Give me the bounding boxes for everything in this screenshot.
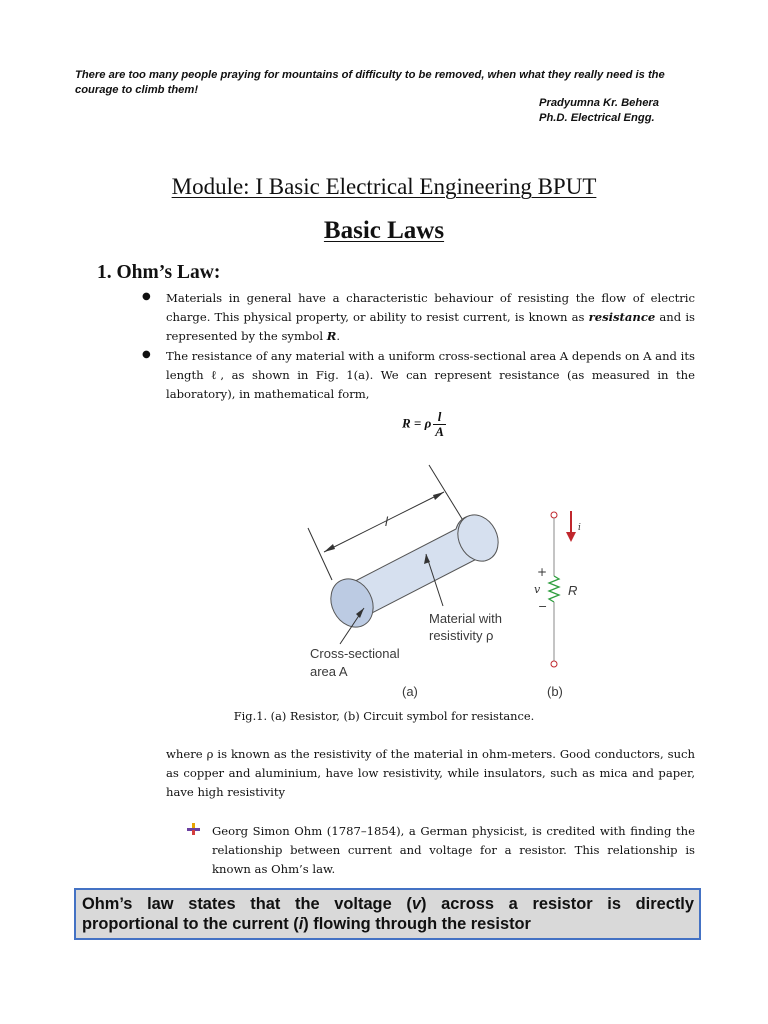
author-title: Ph.D. Electrical Engg. [539,112,655,124]
module-title [0,174,768,200]
plus-sign: + [537,565,548,579]
cross-section-label-1: Cross-sectional [310,646,400,661]
bullet-resistance-formula: The resistance of any material with a uniform cross-sectional area A depends on A and its length ℓ, as shown in Fig. 1(a). We can represent resistance (as measured in the laboratory), in mathematical form, [166,349,695,401]
dimension-arrow-right [433,492,444,500]
module-title-text: Module: I Basic Electrical Engineering BPUT [171,174,597,199]
resistivity-paragraph: where ρ is known as the resistivity of the material in ohm-meters. Good conductors, such as copper and aluminium, have low resistivity, while insulators, such as mica and paper, have high resistivity [166,747,695,799]
formula-lhs: R = ρ [402,415,432,431]
minus-sign: − [538,600,548,613]
terminal-bottom [551,661,557,667]
section-title [0,217,768,245]
author-name: Pradyumna Kr. Behera [539,97,660,109]
current-arrow-head [566,532,576,542]
bullet-icon: ● [142,291,151,302]
statement-part-3: proportional to the current ( [82,915,299,933]
resistor-zigzag [549,576,559,602]
length-label: l [385,514,388,529]
dimension-tick-left [308,528,332,580]
figure-label-b: (b) [547,684,563,699]
statement-line-2 [82,915,531,933]
ohm-biography: Georg Simon Ohm (1787–1854), a German physicist, is credited with finding the relationship between current and voltage for a resistor. This relationship is known as Ohm’s law. [212,824,695,876]
resistance-formula [402,410,446,439]
ohms-law-statement [74,888,701,940]
bullet1-text-a: Materials in general have a characteristic behaviour of resisting the flow of electric charge. This physical property, or ability to resist current, is known as [166,291,695,324]
terminal-top [551,512,557,518]
pin-bullet-icon [187,823,201,835]
header-quote: There are too many people praying for mountains of difficulty to be removed, when what they really need is the courage to climb them! [75,69,665,96]
figure-label-a: (a) [402,684,418,699]
dimension-line [324,492,444,552]
figure-caption: Fig.1. (a) Resistor, (b) Circuit symbol for resistance. [233,709,535,723]
statement-part-2: ) across a resistor is directly [420,895,694,913]
statement-part-1: Ohm’s law states that the voltage ( [82,895,412,913]
bullet-resistance [166,289,695,346]
bullet1-text-c: . [336,329,341,343]
formula-fraction [433,410,446,439]
resistor-figure [296,458,596,706]
bullet-icon: ● [142,349,151,360]
bullet1-text-b: and is represented by the symbol [166,310,695,343]
current-label: i [578,523,581,533]
voltage-var: v [411,895,421,913]
resistor-label: R [568,583,578,598]
quote-author [539,96,739,126]
dimension-tick-right [429,465,464,522]
voltage-label: v [534,583,541,596]
statement-line-1 [82,894,694,914]
ohms-law-heading: 1. Ohm’s Law: [97,262,221,283]
resistance-term: resistance [588,310,656,324]
current-var: i [298,915,304,933]
cross-section-label-2: area A [310,664,348,679]
formula-numerator: l [433,410,446,425]
material-label-2: resistivity ρ [429,628,494,643]
formula-denominator: A [435,424,444,439]
material-label-1: Material with [429,611,502,626]
dimension-arrow-left [324,544,335,552]
section-title-text: Basic Laws [323,217,445,244]
statement-part-4: ) flowing through the resistor [303,915,531,933]
resistance-symbol: R [326,329,337,343]
